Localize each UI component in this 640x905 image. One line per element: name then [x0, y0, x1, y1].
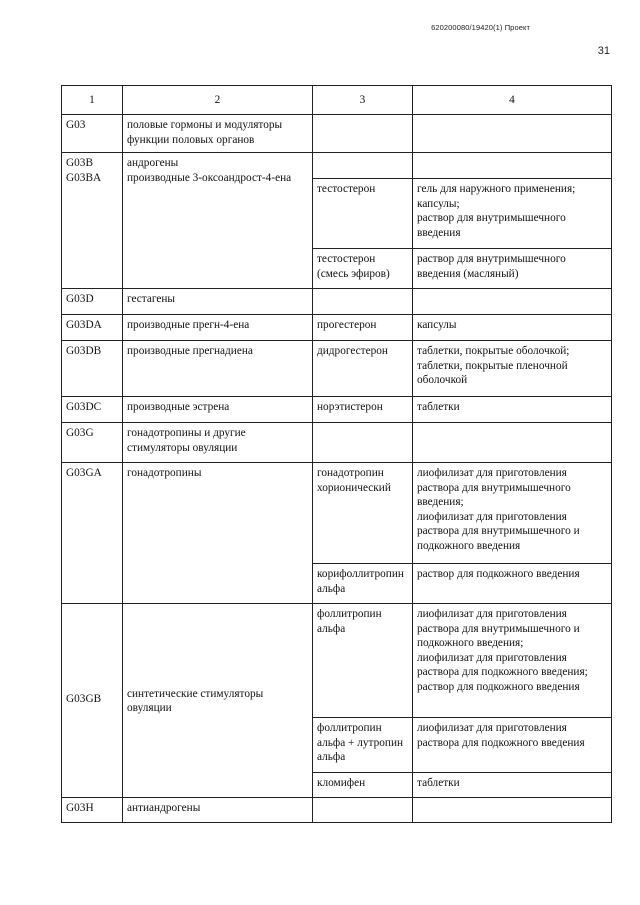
table-row	[62, 315, 612, 341]
group-name: половые гормоны и модуляторы функции половых органов	[123, 115, 313, 153]
dosage-form: таблетки, покрытые оболочкой; таблетки, покрытые пленочной оболочкой	[413, 341, 612, 397]
dosage-form: лиофилизат для приготовления раствора для внутримышечного введения; лиофилизат для приготовления раствора для внутримышечного и подкожного введения	[413, 463, 612, 564]
drug-name: норэтистерон	[313, 397, 413, 423]
table-row	[62, 798, 612, 823]
group-name: производные прегнадиена	[123, 341, 313, 397]
dosage-form: таблетки	[413, 773, 612, 798]
drug-name	[313, 153, 413, 179]
dosage-form: лиофилизат для приготовления раствора для внутримышечного и подкожного введения; лиофилизат для приготовления раствора для подкожного введения; раствор для подкожного введения	[413, 604, 612, 718]
dosage-form: капсулы	[413, 315, 612, 341]
group-name: производные прегн-4-ена	[123, 315, 313, 341]
dosage-form: таблетки	[413, 397, 612, 423]
atc-code: G03H	[62, 798, 123, 823]
atc-code: G03D	[62, 289, 123, 315]
atc-code: G03DC	[62, 397, 123, 423]
dosage-form: раствор для подкожного введения	[413, 564, 612, 604]
column-header-3: 3	[313, 86, 413, 115]
column-header-2: 2	[123, 86, 313, 115]
drug-name	[313, 423, 413, 463]
drug-name	[313, 289, 413, 315]
drug-name: гонадотропин хорионический	[313, 463, 413, 564]
group-name: производные эстрена	[123, 397, 313, 423]
group-name: андрогены производные 3-оксоандрост-4-ена	[123, 153, 313, 289]
group-name: гонадотропины	[123, 463, 313, 604]
column-header-1: 1	[62, 86, 123, 115]
table-row	[62, 341, 612, 397]
table-row	[62, 397, 612, 423]
atc-code: G03	[62, 115, 123, 153]
dosage-form	[413, 115, 612, 153]
table-row	[62, 115, 612, 153]
drug-classification-table	[61, 85, 612, 823]
column-header-4: 4	[413, 86, 612, 115]
group-name: синтетические стимуляторы овуляции	[123, 604, 313, 798]
dosage-form	[413, 153, 612, 179]
drug-name	[313, 798, 413, 823]
drug-name	[313, 115, 413, 153]
page-number: 31	[597, 45, 610, 57]
atc-code: G03DB	[62, 341, 123, 397]
dosage-form: раствор для внутримышечного введения (масляный)	[413, 249, 612, 289]
drug-name: корифоллитропин альфа	[313, 564, 413, 604]
dosage-form: гель для наружного применения; капсулы; раствор для внутримышечного введения	[413, 179, 612, 249]
table-row	[62, 423, 612, 463]
document-id: 620200080/19420(1) Проект	[431, 23, 530, 32]
drug-name: тестостерон (смесь эфиров)	[313, 249, 413, 289]
dosage-form	[413, 289, 612, 315]
drug-name: кломифен	[313, 773, 413, 798]
atc-code: G03GB	[62, 604, 123, 798]
drug-name: тестостерон	[313, 179, 413, 249]
group-name: гестагены	[123, 289, 313, 315]
drug-name: фоллитропин альфа	[313, 604, 413, 718]
dosage-form	[413, 798, 612, 823]
atc-code: G03G	[62, 423, 123, 463]
drug-name: дидрогестерон	[313, 341, 413, 397]
group-name: антиандрогены	[123, 798, 313, 823]
group-name: гонадотропины и другие стимуляторы овуляции	[123, 423, 313, 463]
table-row	[62, 604, 612, 718]
atc-code: G03DA	[62, 315, 123, 341]
dosage-form: лиофилизат для приготовления раствора для подкожного введения	[413, 718, 612, 773]
atc-code: G03B G03BA	[62, 153, 123, 289]
atc-code: G03GA	[62, 463, 123, 604]
table-row	[62, 463, 612, 564]
table-row	[62, 289, 612, 315]
drug-name: прогестерон	[313, 315, 413, 341]
drug-name: фоллитропин альфа + лутропин альфа	[313, 718, 413, 773]
dosage-form	[413, 423, 612, 463]
table-header-row	[62, 86, 612, 115]
table-row	[62, 153, 612, 179]
